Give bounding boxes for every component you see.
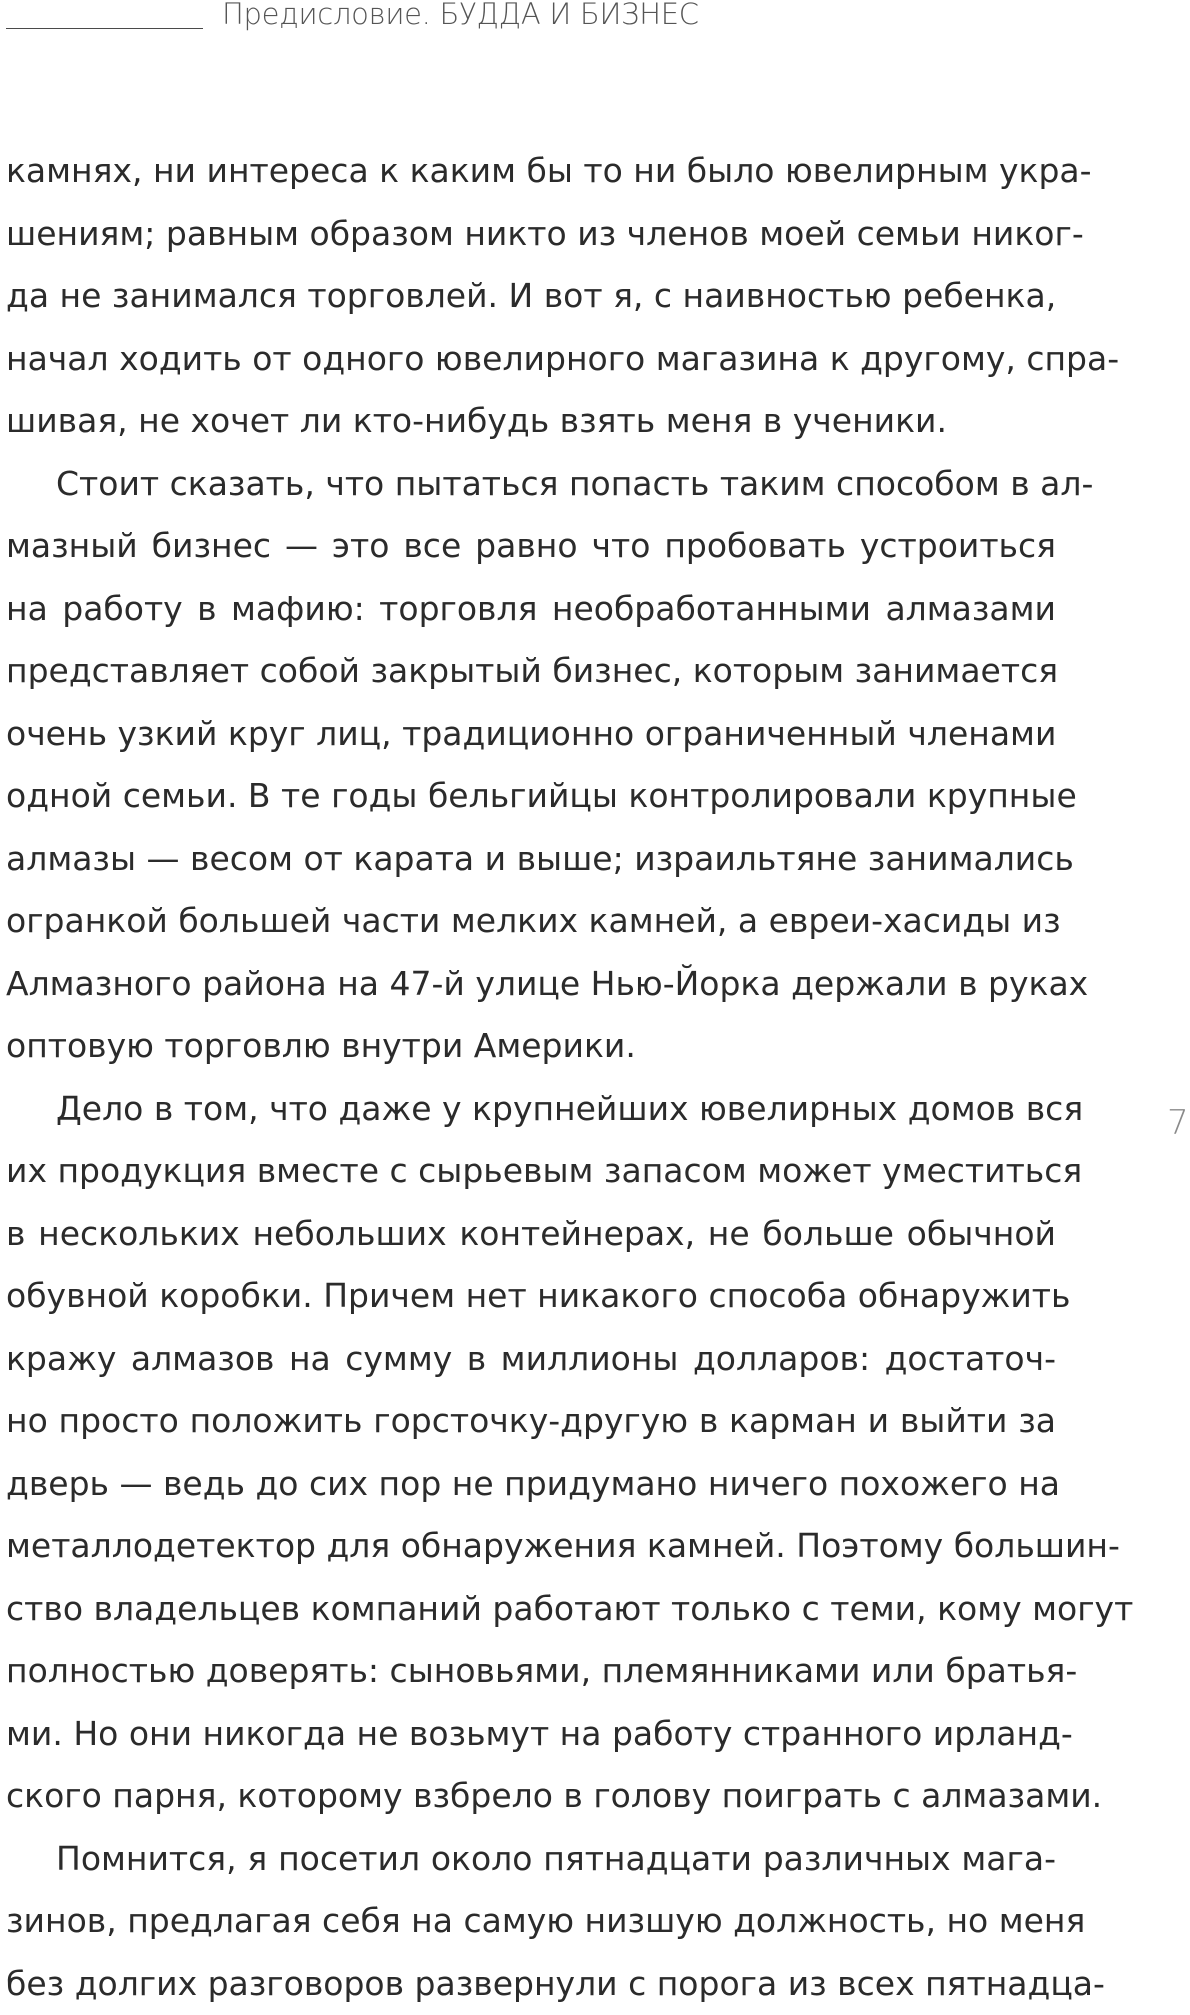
text-line: начал ходить от одного ювелирного магазина к другому, спра- [6, 328, 1056, 391]
running-header [0, 0, 1190, 40]
text-line: камнях, ни интереса к каким бы то ни было ювелирным укра- [6, 140, 1056, 203]
paragraph-start-line: Помнится, я посетил около пятнадцати различных мага- [6, 1828, 1056, 1891]
text-line: да не занимался торговлей. И вот я, с наивностью ребенка, [6, 265, 1056, 328]
text-line: ство владельцев компаний работают только с теми, кому могут [6, 1578, 1056, 1641]
text-line: обувной коробки. Причем нет никакого способа обнаружить [6, 1265, 1056, 1328]
text-line: зинов, предлагая себя на самую низшую должность, но меня [6, 1890, 1056, 1953]
text-line: оптовую торговлю внутри Америки. [6, 1015, 1056, 1078]
text-line: огранкой большей части мелких камней, а евреи-хасиды из [6, 890, 1056, 953]
text-line: в нескольких небольших контейнерах, не больше обычной [6, 1203, 1056, 1266]
text-line: представляет собой закрытый бизнес, которым занимается [6, 640, 1056, 703]
text-line: очень узкий круг лиц, традиционно ограниченный членами [6, 703, 1056, 766]
text-line: их продукция вместе с сырьевым запасом может уместиться [6, 1140, 1056, 1203]
paragraph-start-line: Стоит сказать, что пытаться попасть таким способом в ал- [6, 453, 1056, 516]
page-number: 7 [1167, 1103, 1189, 1143]
text-line: Алмазного района на 47-й улице Нью-Йорка держали в руках [6, 953, 1056, 1016]
text-line: ми. Но они никогда не возьмут на работу странного ирланд- [6, 1703, 1056, 1766]
text-line: но просто положить горсточку-другую в карман и выйти за [6, 1390, 1056, 1453]
text-line: кражу алмазов на сумму в миллионы долларов: достаточ- [6, 1328, 1056, 1391]
text-line: полностью доверять: сыновьями, племянниками или братья- [6, 1640, 1056, 1703]
text-line: дверь — ведь до сих пор не придумано ничего похожего на [6, 1453, 1056, 1516]
text-line: одной семьи. В те годы бельгийцы контролировали крупные [6, 765, 1056, 828]
header-title: Предисловие. БУДДА И БИЗНЕС [222, 0, 699, 31]
text-line: алмазы — весом от карата и выше; израильтяне занимались [6, 828, 1056, 891]
body-text [6, 140, 1056, 2015]
paragraph-start-line: Дело в том, что даже у крупнейших ювелирных домов вся [6, 1078, 1056, 1141]
text-line: на работу в мафию: торговля необработанными алмазами [6, 578, 1056, 641]
text-line: металлодетектор для обнаружения камней. Поэтому большин- [6, 1515, 1056, 1578]
text-line: шениям; равным образом никто из членов моей семьи никог- [6, 203, 1056, 266]
text-line: шивая, не хочет ли кто-нибудь взять меня в ученики. [6, 390, 1056, 453]
header-rule [6, 28, 203, 29]
text-line: мазный бизнес — это все равно что пробовать устроиться [6, 515, 1056, 578]
text-line: ского парня, которому взбрело в голову поиграть с алмазами. [6, 1765, 1056, 1828]
text-line: без долгих разговоров развернули с порога из всех пятнадца- [6, 1953, 1056, 2015]
